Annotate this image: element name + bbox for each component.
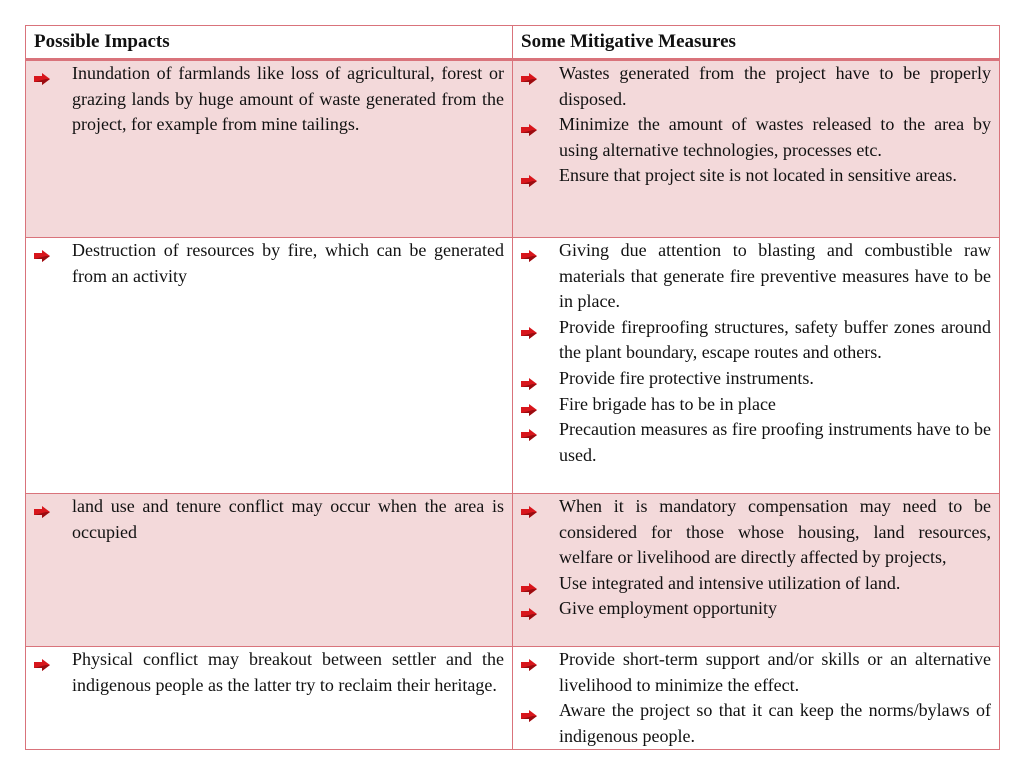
impact-cell xyxy=(26,60,513,238)
measure-item xyxy=(513,366,999,392)
header-row xyxy=(26,26,1000,60)
impact-item xyxy=(26,494,512,545)
measure-item xyxy=(513,61,999,112)
red-arrow-icon xyxy=(521,500,537,512)
measure-item xyxy=(513,163,999,189)
impact-item-text: Inundation of farmlands like loss of agricultural, forest or grazing lands by huge amount of waste generated from the project, for example from mine tailings. xyxy=(72,63,504,135)
table-row xyxy=(26,494,1000,647)
measure-item xyxy=(513,315,999,366)
red-arrow-icon xyxy=(521,169,537,181)
measure-item-text: Use integrated and intensive utilization of land. xyxy=(559,572,901,593)
impacts-mitigation-table xyxy=(25,25,1000,750)
red-arrow-icon xyxy=(521,602,537,614)
red-arrow-icon xyxy=(521,244,537,256)
measure-item-text: Minimize the amount of wastes released to the area by using alternative technologies, processes etc. xyxy=(559,114,991,160)
impact-cell xyxy=(26,494,513,647)
measure-item-text: Wastes generated from the project have to be properly disposed. xyxy=(559,63,991,109)
red-arrow-icon xyxy=(521,118,537,130)
header-possible-impacts: Possible Impacts xyxy=(26,26,513,60)
impact-cell xyxy=(26,238,513,494)
measure-item xyxy=(513,112,999,163)
table-row xyxy=(26,238,1000,494)
red-arrow-icon xyxy=(521,653,537,665)
red-arrow-icon xyxy=(521,67,537,79)
measure-item-text: Give employment opportunity xyxy=(559,598,777,619)
red-arrow-icon xyxy=(521,704,537,716)
measure-item-text: Provide fire protective instruments. xyxy=(559,367,814,388)
red-arrow-icon xyxy=(34,244,50,256)
measure-item-text: Ensure that project site is not located in sensitive areas. xyxy=(559,165,957,186)
red-arrow-icon xyxy=(521,398,537,410)
measures-cell xyxy=(513,647,1000,750)
measure-item xyxy=(513,392,999,418)
measures-cell xyxy=(513,494,1000,647)
impact-item-text: land use and tenure conflict may occur when the area is occupied xyxy=(72,496,504,542)
impact-item xyxy=(26,238,512,289)
measure-item xyxy=(513,647,999,698)
measures-cell xyxy=(513,238,1000,494)
measure-item xyxy=(513,494,999,571)
impact-item xyxy=(26,61,512,138)
measure-item-text: When it is mandatory compensation may need to be considered for those whose housing, land resources, welfare or livelihood are directly affected by projects, xyxy=(559,496,991,568)
table-row xyxy=(26,60,1000,238)
header-mitigative-measures: Some Mitigative Measures xyxy=(513,26,1000,60)
impact-cell xyxy=(26,647,513,750)
red-arrow-icon xyxy=(521,372,537,384)
red-arrow-icon xyxy=(34,500,50,512)
measure-item xyxy=(513,417,999,468)
red-arrow-icon xyxy=(34,67,50,79)
impact-item-text: Destruction of resources by fire, which can be generated from an activity xyxy=(72,240,504,286)
red-arrow-icon xyxy=(521,321,537,333)
impact-item-text: Physical conflict may breakout between settler and the indigenous people as the latter try to reclaim their heritage. xyxy=(72,649,504,695)
measure-item xyxy=(513,571,999,597)
measure-item xyxy=(513,238,999,315)
measure-item-text: Giving due attention to blasting and combustible raw materials that generate fire preventive measures have to be in place. xyxy=(559,240,991,312)
measure-item-text: Provide fireproofing structures, safety buffer zones around the plant boundary, escape routes and others. xyxy=(559,316,991,363)
impact-item xyxy=(26,647,512,698)
table-row xyxy=(26,647,1000,750)
measure-item xyxy=(513,698,999,749)
measure-item-text: Fire brigade has to be in place xyxy=(559,393,776,414)
measure-item-text: Provide short-term support and/or skills or an alternative livelihood to minimize the effect. xyxy=(559,649,991,695)
measures-cell xyxy=(513,60,1000,238)
red-arrow-icon xyxy=(34,653,50,665)
measure-item-text: Precaution measures as fire proofing instruments have to be used. xyxy=(559,419,991,465)
measure-item xyxy=(513,596,999,622)
measure-item-text: Aware the project so that it can keep the norms/bylaws of indigenous people. xyxy=(559,700,991,746)
red-arrow-icon xyxy=(521,577,537,589)
red-arrow-icon xyxy=(521,423,537,435)
